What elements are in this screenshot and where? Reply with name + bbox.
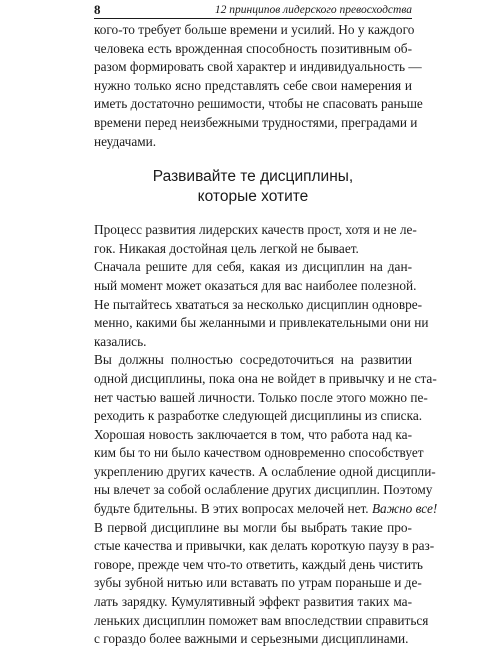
section-heading-line: которые хотите [197, 188, 309, 206]
paragraph [94, 351, 437, 425]
text-line: говоре, прежде чем что-то ответить, каждый день чистить [94, 556, 423, 572]
text-line: казались. [94, 333, 147, 349]
paragraph [94, 519, 435, 649]
text-line: Процесс развития лидерских качеств прост, хотя и не ле- [94, 222, 417, 238]
text-line: человека есть врожденная способность позитивным об- [94, 40, 412, 56]
text-line: ны влечет за собой ослабление других дисциплин. Поэтому [94, 482, 433, 498]
text-line: лать зарядку. Кумулятивный эффект развития таких ма- [94, 594, 412, 610]
emphasis-text: Важно все! [371, 501, 438, 517]
text-line: ким бы то ни было качеством одновременно способствует [94, 445, 424, 461]
text-line [94, 500, 438, 519]
paragraph [94, 258, 429, 351]
section-heading-line: Развивайте те дисциплины, [152, 168, 354, 186]
text-line: Сначала решите для себя, какая из дисциплин на дан- [94, 259, 412, 275]
paragraph [94, 221, 417, 258]
text-line: леньких дисциплин поможет вам впоследствии справиться [94, 612, 429, 628]
text-line: зубы зубной нитью или вставать по утрам пораньше и де- [94, 575, 422, 591]
text-line: менно, какими бы желанными и привлекательными они ни [94, 315, 429, 331]
section-heading [94, 151, 412, 221]
page-body [94, 21, 438, 649]
text-line: гок. Никакая достойная цель легкой не бывает. [94, 240, 359, 256]
text-line: ный момент может оказаться для вас наиболее полезной. [94, 277, 417, 293]
paragraph [94, 426, 438, 519]
text-line: Вы должны полностью сосредоточиться на развитии [94, 352, 412, 368]
text-line: нужно только ясно представлять себе свои намерения и [94, 77, 412, 93]
text-line: разом формировать свой характер и индивидуальность — [94, 59, 422, 75]
text-line-plain: будьте бдительны. В этих вопросах мелочей нет. [94, 501, 372, 517]
text-line: нет частью вашей личности. Только после этого можно пе- [94, 389, 428, 405]
text-line: В первой дисциплине вы могли бы выбрать такие про- [94, 519, 412, 535]
text-line: с гораздо более важными и серьезными дисциплинами. [94, 631, 409, 647]
text-line: неудачами. [94, 133, 157, 149]
text-line: Хорошая новость заключается в том, что работа над ка- [94, 426, 412, 442]
running-title: 12 принципов лидерского превосходства [214, 4, 412, 16]
text-line: времени перед неизбежными трудностями, преградами и [94, 114, 418, 130]
page-number: 8 [94, 2, 101, 17]
page-header [94, 2, 412, 19]
text-line: стые качества и привычки, как делать короткую паузу в раз- [94, 538, 435, 554]
text-line: иметь достаточно решимости, чтобы не спасовать раньше [94, 96, 423, 112]
text-line: одной дисциплины, пока она не войдет в привычку и не ста- [94, 370, 437, 386]
intro-paragraph [94, 21, 423, 151]
text-line: реходить к разработке следующей дисциплины из списка. [94, 408, 423, 424]
text-line: кого-то требует больше времени и усилий. Но у каждого [94, 22, 415, 37]
text-line: укреплению других качеств. А ослабление одной дисципли- [94, 463, 436, 479]
text-line: Не пытайтесь хвататься за несколько дисциплин одновре- [94, 296, 423, 312]
